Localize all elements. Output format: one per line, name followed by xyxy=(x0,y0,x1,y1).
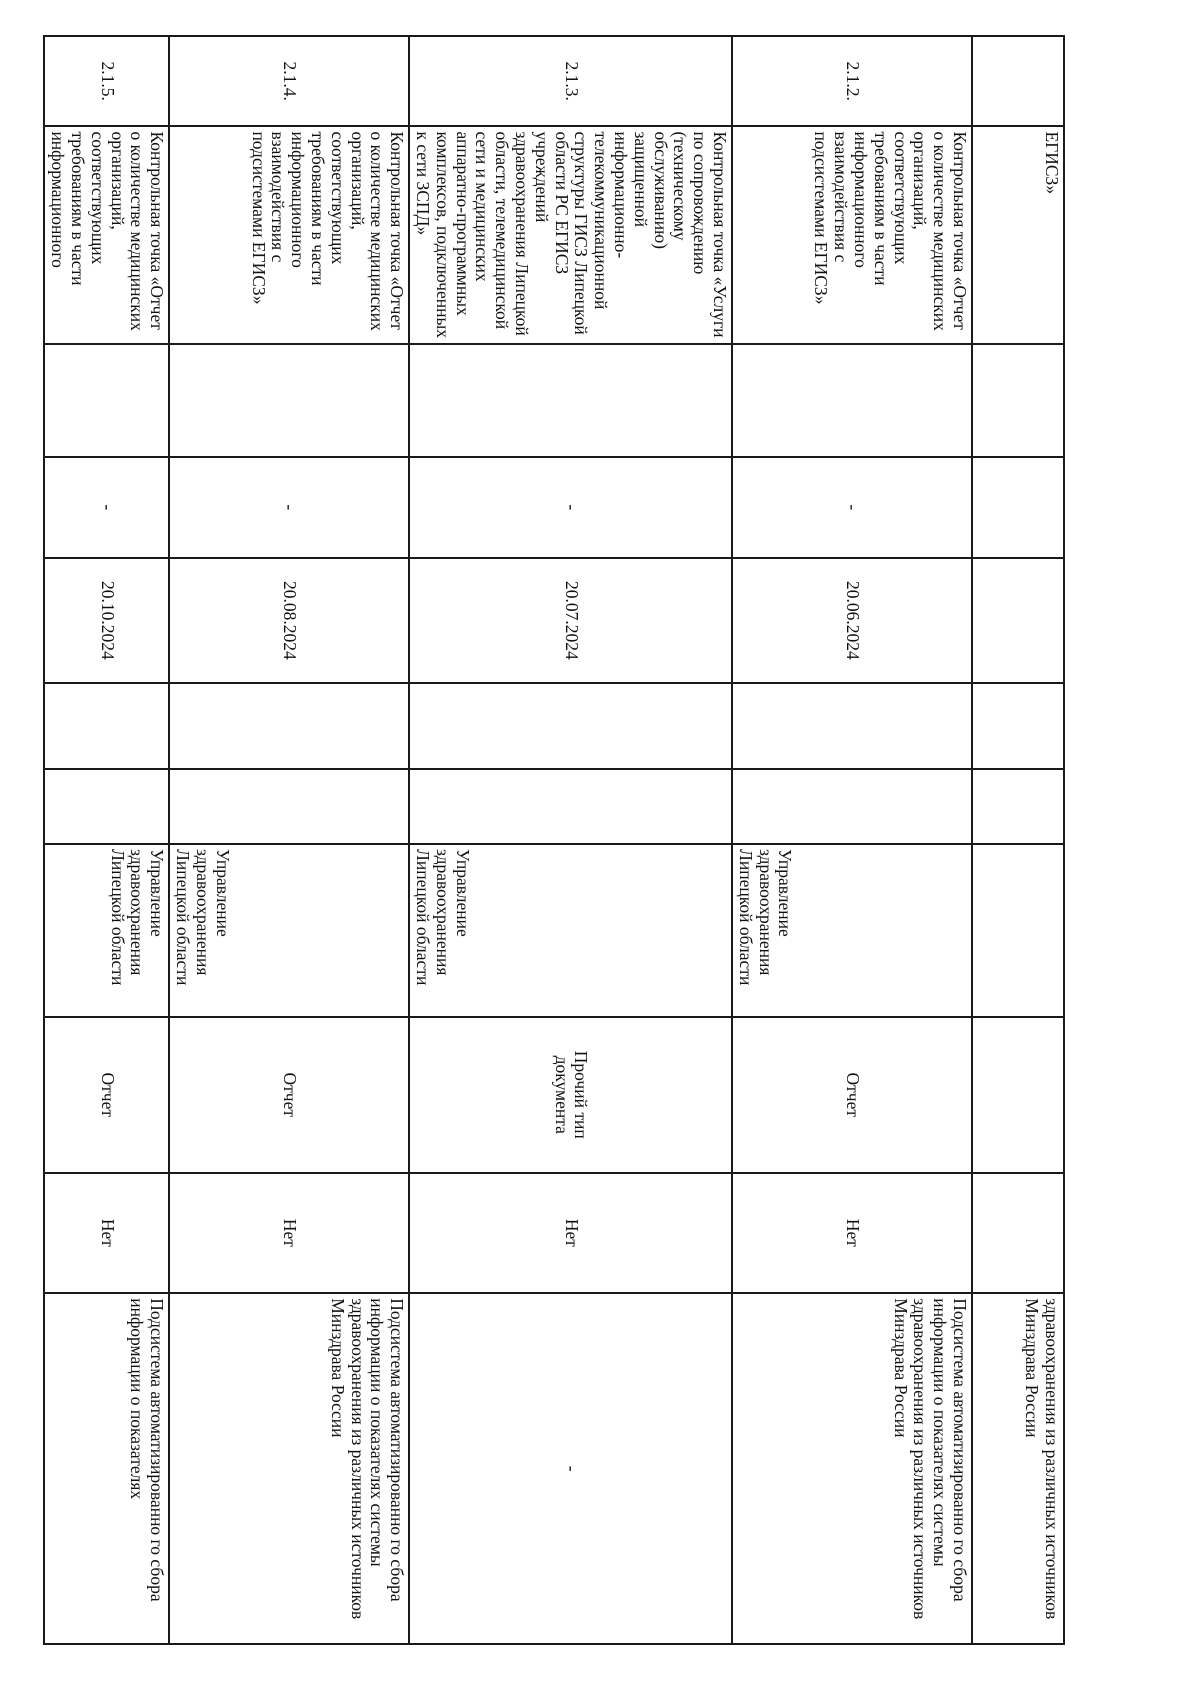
row-date xyxy=(972,558,1064,684)
row-flag: Нет xyxy=(44,1173,169,1294)
row-org xyxy=(972,844,1064,1017)
table-row xyxy=(972,36,1064,1644)
row-system: Подсистема автоматизированно го сбора информации о показателях xyxy=(44,1293,169,1644)
row-system: здравоохранения из различных источников Минздрава России xyxy=(972,1293,1064,1644)
row-c4: - xyxy=(44,457,169,558)
table-row xyxy=(169,36,409,1644)
row-c6 xyxy=(44,683,169,768)
row-doc: Отчет xyxy=(732,1017,972,1173)
row-c7 xyxy=(44,769,169,844)
row-flag: Нет xyxy=(169,1173,409,1294)
row-date: 20.06.2024 xyxy=(732,558,972,684)
row-name: Контрольная точка «Отчет о количестве медицинских организаций, соответствующих требованиям в части информационного xyxy=(44,126,169,343)
table-row xyxy=(44,36,169,1644)
row-flag: Нет xyxy=(409,1173,732,1294)
row-name: Контрольная точка «Отчет о количестве медицинских организаций, соответствующих требованиям в части информационного взаимодействия с подсистемами ЕГИСЗ» xyxy=(169,126,409,343)
row-c7 xyxy=(972,769,1064,844)
row-c4: - xyxy=(732,457,972,558)
row-flag xyxy=(972,1173,1064,1294)
row-doc: Отчет xyxy=(169,1017,409,1173)
row-c4: - xyxy=(409,457,732,558)
row-system: Подсистема автоматизированно го сбора информации о показателях системы здравоохранения из различных источников Минздрава России xyxy=(169,1293,409,1644)
row-flag: Нет xyxy=(732,1173,972,1294)
rotated-page xyxy=(48,35,1065,1645)
row-c3 xyxy=(44,344,169,458)
row-c6 xyxy=(972,683,1064,768)
row-name: Контрольная точка «Услуги по сопровождению (техническому обслуживанию) защищенной информационно-телекоммуникационной структуры ГИСЗ Липецкой области РС ЕГИСЗ учреждений здравоохранения Липецкой области, телемедицинской сети и медицинских аппаратно-программных комплексов, подключенных к сети ЗСПД» xyxy=(409,126,732,343)
row-number: 2.1.5. xyxy=(44,36,169,126)
row-c6 xyxy=(732,683,972,768)
row-date: 20.10.2024 xyxy=(44,558,169,684)
row-doc: Отчет xyxy=(44,1017,169,1173)
row-c7 xyxy=(169,769,409,844)
table-row xyxy=(732,36,972,1644)
row-org: Управление здравоохранения Липецкой области xyxy=(732,844,972,1017)
row-name: Контрольная точка «Отчет о количестве медицинских организаций, соответствующих требованиям в части информационного взаимодействия с подсистемами ЕГИСЗ» xyxy=(732,126,972,343)
row-system: - xyxy=(409,1293,732,1644)
row-c4: - xyxy=(169,457,409,558)
row-name: ЕГИСЗ» xyxy=(972,126,1064,343)
row-org: Управление здравоохранения Липецкой области xyxy=(409,844,732,1017)
row-system: Подсистема автоматизированно го сбора информации о показателях системы здравоохранения из различных источников Минздрава России xyxy=(732,1293,972,1644)
row-date: 20.08.2024 xyxy=(169,558,409,684)
row-doc: Прочий тип документа xyxy=(409,1017,732,1173)
row-c7 xyxy=(409,769,732,844)
row-number: 2.1.4. xyxy=(169,36,409,126)
row-doc xyxy=(972,1017,1064,1173)
row-c7 xyxy=(732,769,972,844)
row-number xyxy=(972,36,1064,126)
control-points-table xyxy=(43,35,1065,1645)
row-org: Управление здравоохранения Липецкой области xyxy=(169,844,409,1017)
table-row xyxy=(409,36,732,1644)
row-number: 2.1.3. xyxy=(409,36,732,126)
row-number: 2.1.2. xyxy=(732,36,972,126)
row-c4 xyxy=(972,457,1064,558)
row-org: Управление здравоохранения Липецкой области xyxy=(44,844,169,1017)
row-c6 xyxy=(169,683,409,768)
row-c3 xyxy=(732,344,972,458)
row-c3 xyxy=(169,344,409,458)
row-c3 xyxy=(409,344,732,458)
row-c6 xyxy=(409,683,732,768)
row-c3 xyxy=(972,344,1064,458)
row-date: 20.07.2024 xyxy=(409,558,732,684)
